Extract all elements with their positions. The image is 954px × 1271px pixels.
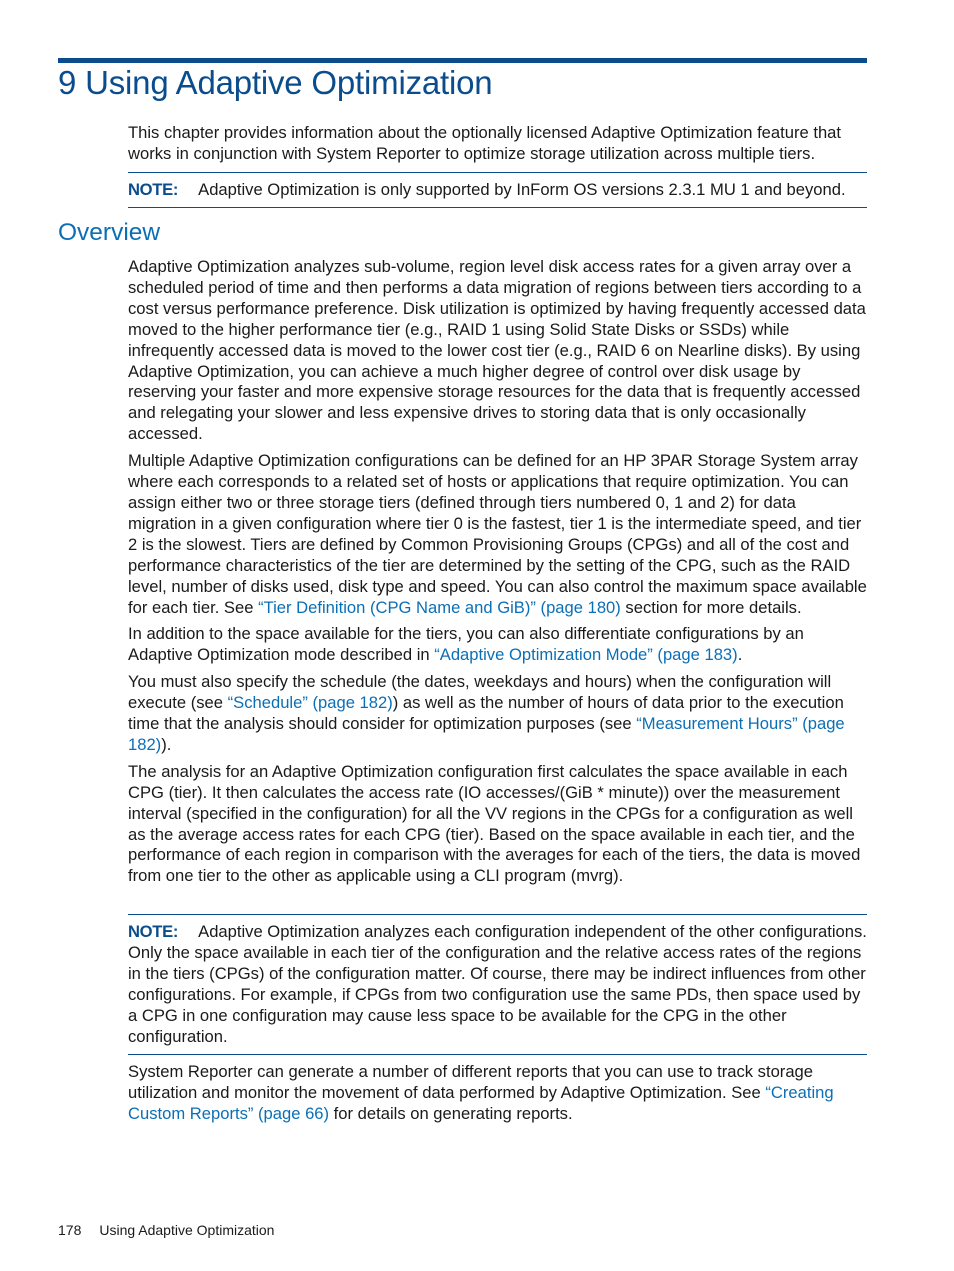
link-measurement-hours[interactable]: “Measurement Hours” (page 182) xyxy=(128,714,845,754)
link-creating-custom-reports[interactable]: “Creating Custom Reports” (page 66) xyxy=(128,1082,834,1123)
link-schedule[interactable]: “Schedule” (page 182) xyxy=(227,693,393,713)
overview-paragraph-2 xyxy=(128,451,867,618)
page-footer xyxy=(58,1222,274,1238)
link-tier-definition[interactable]: “Tier Definition (CPG Name and GiB)” (page 180) xyxy=(258,597,621,617)
note-box-1 xyxy=(128,172,867,208)
paragraph-text: ). xyxy=(161,734,172,754)
page-number: 178 xyxy=(58,1222,82,1238)
intro-paragraph: This chapter provides information about the optionally licensed Adaptive Optimization feature that works in conjunction with System Reporter to optimize storage utilization across multiple tiers. xyxy=(128,123,842,163)
overview-paragraph-1: Adaptive Optimization analyzes sub-volume, region level disk access rates for a given array over a scheduled period of time and then performs a data migration of regions between tiers according to a cost versus performance preference. Disk utilization is optimized by having frequently accessed data moved to the higher performance tier (e.g., RAID 1 using Solid State Disks or SSDs) while infrequently accessed data is moved to the lower cost tier (e.g., RAID 6 on Nearline disks). By using Adaptive Optimization, you can achieve a much higher degree of control over disk usage by reserving your faster and more expensive storage resources for the data that is frequently accessed and relegating your slower and less expensive drives to storing data that is only occasionally accessed. xyxy=(128,257,866,444)
closing-paragraph xyxy=(128,1062,867,1125)
intro-paragraph-container xyxy=(128,123,867,165)
paragraph-text: section for more details. xyxy=(620,597,802,617)
paragraph-text: You must also specify the schedule (the dates, weekdays and hours) when the configuration will execute (see xyxy=(128,672,832,713)
running-title: Using Adaptive Optimization xyxy=(99,1222,275,1238)
note-label: NOTE: xyxy=(128,180,179,199)
overview-paragraph-5: The analysis for an Adaptive Optimization configuration first calculates the space available in each CPG (tier). It then calculates the access rate (IO accesses/(GiB * minute)) over the measurement interval (specified in the configuration) for all the VV regions in the CPGs for a configuration as well as the average access rates for each CPG (tier). Based on the space available in each tier, and the performance of each region in comparison with the averages for each of the tiers, the data is moved from one tier to the other as applicable using a CLI program (mvrg). xyxy=(128,761,861,886)
paragraph-text: Multiple Adaptive Optimization configurations can be defined for an HP 3PAR Storage System array where each corresponds to a related set of hosts or applications that require optimization. You can assign either two or three storage tiers (defined through tiers numbered 0, 1 and 2) for data migration in a given configuration where tier 0 is the fastest, tier 1 is the intermediate speed, and tier 2 is the slowest. Tiers are defined by Common Provisioning Groups (CPGs) and all of the cost and performance characteristics of the tier are determined by the setting of the CPG, such as the RAID level, number of disks used, disk type and speed. You can also control the maximum space available for each tier. See xyxy=(128,451,867,617)
note-label: NOTE: xyxy=(128,922,179,941)
closing-paragraph-container xyxy=(128,1062,867,1125)
section-heading-overview: Overview xyxy=(58,219,161,246)
paragraph-text: System Reporter can generate a number of different reports that you can use to track storage utilization and monitor the movement of data performed by Adaptive Optimization. See xyxy=(128,1062,814,1102)
overview-paragraph-3 xyxy=(128,624,867,666)
paragraph-text: for details on generating reports. xyxy=(329,1103,573,1123)
paragraph-text: In addition to the space available for the tiers, you can also differentiate configurations by an Adaptive Optimization mode described in xyxy=(128,624,804,665)
overview-body xyxy=(128,257,867,887)
note-box-2 xyxy=(128,914,867,1055)
note-text: Adaptive Optimization is only supported by InForm OS versions 2.3.1 MU 1 and beyond. xyxy=(198,180,846,199)
note-text: Adaptive Optimization analyzes each configuration independent of the other configurations. Only the space available in each tier of the configuration and the relative access rates of the regions in the tiers (CPGs) of the configuration matter. Of course, there may be indirect influences from other configurations. For example, if CPGs from two configuration use the same PDs, then space used by a CPG in one configuration may cause less space to be available for the CPG in the other configuration. xyxy=(128,922,867,1046)
overview-paragraph-4 xyxy=(128,672,867,756)
paragraph-text: ) as well as the number of hours of data prior to the execution time that the analysis should consider for optimization purposes (see xyxy=(128,693,844,734)
paragraph-text: . xyxy=(737,645,743,665)
chapter-top-rule xyxy=(58,58,867,63)
link-ao-mode[interactable]: “Adaptive Optimization Mode” (page 183) xyxy=(434,645,738,665)
chapter-title: 9 Using Adaptive Optimization xyxy=(58,64,493,101)
